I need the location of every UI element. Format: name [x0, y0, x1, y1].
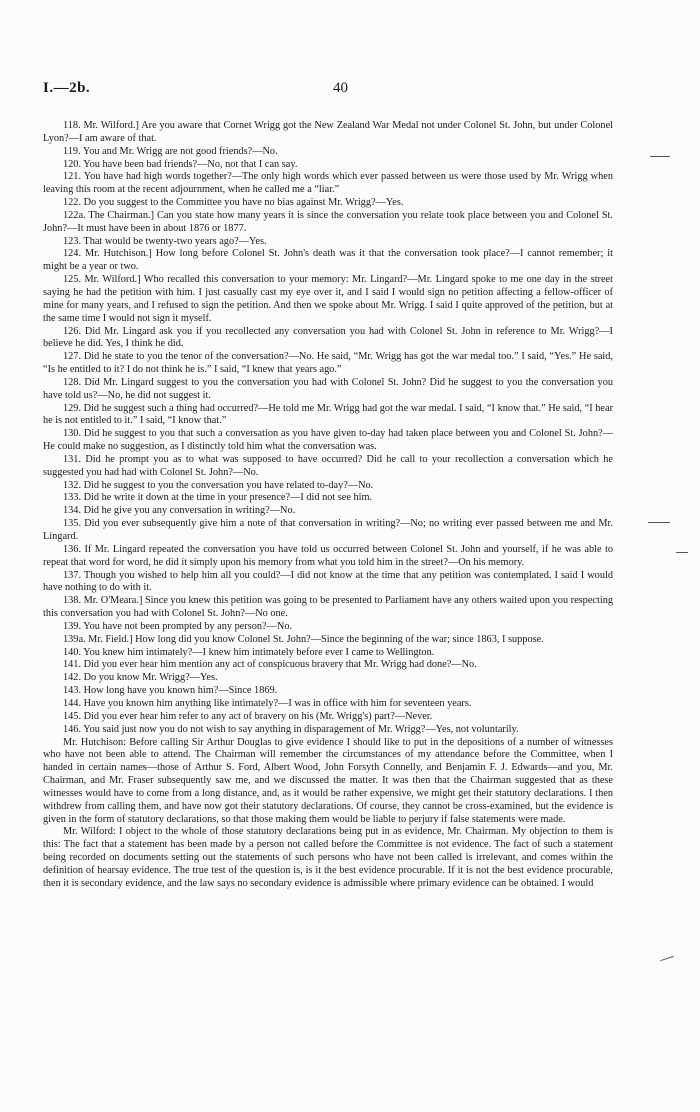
paragraph: 137. Though you wished to help him all you could?—I did not know at the time that any petition was contemplated. I said I would have nothing to do with it. [43, 569, 613, 594]
page-number: 40 [333, 80, 348, 96]
paragraph: 142. Do you know Mr. Wrigg?—Yes. [63, 672, 218, 684]
paragraph: 120. You have been bad friends?—No, not that I can say. [63, 158, 298, 170]
paragraph: 130. Did he suggest to you that such a conversation as you have given to-day had taken place between you and Colonel St. John?—He could make no suggestion, as I distinctly told him what the conversation was. [43, 428, 613, 453]
paragraph: Mr. Hutchison: Before calling Sir Arthur Douglas to give evidence I should like to put in the depositions of a number of witnesses who have not been able to attend. The Chairman will remember the circumstances of my attendance before the Committee, when I handed in certain names—those of Arthur S. Ford, Albert Wood, John Forsyth Connelly, and Benjamin F. J. Edwards—and you, Mr. Chairman, and Mr. Fraser subsequently saw me, and we discussed the matter. It was then that the Chairman suggested that as these witnesses would have to come from a long distance, and, as it would be rather expensive, we might get their statutory declarations. I then withdrew from calling them, and have now got their statutory declarations. Of course, they cannot be cross-examined, but the evidence is given in the form of statutory declarations, so that those making them would be liable to perjury if false statements were made. [43, 736, 613, 825]
paragraph: 146. You said just now you do not wish to say anything in disparagement of Mr. Wrigg?—Yes, not voluntarily. [63, 723, 519, 735]
margin-mark [650, 156, 670, 157]
paragraph: 128. Did Mr. Lingard suggest to you the conversation you had with Colonel St. John? Did he suggest to you the conversation you have told us?—No, he did not suggest it. [43, 376, 613, 401]
paragraph: 119. You and Mr. Wrigg are not good friends?—No. [63, 145, 278, 157]
paragraph: 129. Did he suggest such a thing had occurred?—He told me Mr. Wrigg had got the war medal. I said, “I know that.” He said, “I hear he is not entitled to it.” I said, “I know that.” [43, 402, 613, 427]
paragraph: 133. Did he write it down at the time in your presence?—I did not see him. [63, 492, 373, 504]
paragraph: 122a. The Chairman.] Can you state how many years it is since the conversation you relate took place between you and Colonel St. John?—It must have been in about 1876 or 1877. [43, 209, 613, 234]
paragraph: 136. If Mr. Lingard repeated the conversation you have told us occurred between Colonel St. John and yourself, if he was able to repeat that word for word, he did it simply upon his memory from what you told him in the street?—On his memory. [43, 543, 613, 568]
paragraph: 138. Mr. O'Meara.] Since you knew this petition was going to be presented to Parliament have any others waited upon you respecting this conversation you had with Colonel St. John?—No one. [43, 595, 613, 620]
paragraph: 118. Mr. Wilford.] Are you aware that Cornet Wrigg got the New Zealand War Medal not under Colonel St. John, but under Colonel Lyon?—I am aware of that. [43, 120, 613, 144]
margin-mark [676, 552, 688, 553]
paragraph: 134. Did he give you any conversation in writing?—No. [63, 505, 296, 517]
paragraph: 124. Mr. Hutchison.] How long before Colonel St. John's death was it that the conversation took place?—I cannot remember; it might be a year or two. [43, 248, 613, 273]
paragraph: 145. Did you ever hear him refer to any act of bravery on his (Mr. Wrigg's) part?—Never. [63, 710, 433, 722]
paragraph: 125. Mr. Wilford.] Who recalled this conversation to your memory: Mr. Lingard?—Mr. Lingard spoke to me one day in the street saying he had the petition with him. I just casually cast my eye over it, and I said I would sign no petition affecting a fellow-officer of mine for many years, and I refused to sign the petition. And then we spoke about Mr. Wrigg. I said I quite approved of the petition, but at the same time I would not sign it myself. [43, 274, 613, 324]
paragraph: 131. Did he prompt you as to what was supposed to have occurred? Did he call to your recollection a conversation which he suggested you had had with Colonel St. John?—No. [43, 453, 613, 478]
series-reference: I.—2b. [43, 80, 91, 96]
paragraph: 144. Have you known him anything like intimately?—I was in office with him for seventeen years. [63, 697, 472, 709]
document-body [43, 120, 613, 891]
paragraph: 126. Did Mr. Lingard ask you if you recollected any conversation you had with Colonel St. John in reference to Mr. Wrigg?—I believe he did. Yes, I think he did. [43, 325, 613, 350]
paragraph: 140. You knew him intimately?—I knew him intimately before ever I came to Wellington. [63, 646, 435, 658]
paragraph: 127. Did he state to you the tenor of the conversation?—No. He said, “Mr. Wrigg has got the war medal too.” I said, “Yes.” He said, “Is he entitled to it? I do not think he is.” I said, “I knew that years ago.” [43, 351, 613, 376]
paragraph: 141. Did you ever hear him mention any act of conspicuous bravery that Mr. Wrigg had done?—No. [63, 659, 477, 671]
paragraph: 139a. Mr. Field.] How long did you know Colonel St. John?—Since the beginning of the war; since 1863, I suppose. [63, 633, 544, 645]
page-header [43, 80, 649, 102]
paragraph: 123. That would be twenty-two years ago?—Yes. [63, 235, 267, 247]
paragraph: 135. Did you ever subsequently give him a note of that conversation in writing?—No; no writing ever passed between me and Mr. Lingard. [43, 518, 613, 542]
paragraph: Mr. Wilford: I object to the whole of those statutory declarations being put in as evidence, Mr. Chairman. My objection to them is this: The fact that a statement has been made by a person not called before the Committee is not evidence. The fact of such a statement being recorded on documents setting out the statements of such persons who have not been called is irrelevant, and comes within the definition of hearsay evidence. The true test of the question is, is it the best evidence procurable. If it is not the best evidence procurable, then it is secondary evidence, and the law says no secondary evidence is admissible where primary evidence can be obtained. I would [43, 826, 613, 889]
paragraph: 121. You have had high words together?—The only high words which ever passed between us were those used by Mr. Wrigg when leaving this room at the recent adjournment, when he called me a “liar.” [43, 171, 613, 196]
paragraph: 132. Did he suggest to you the conversation you have related to-day?—No. [63, 479, 374, 491]
paragraph: 139. You have not been prompted by any person?—No. [63, 620, 293, 632]
margin-mark [648, 522, 670, 523]
paragraph: 122. Do you suggest to the Committee you have no bias against Mr. Wrigg?—Yes. [63, 197, 404, 209]
paragraph: 143. How long have you known him?—Since 1869. [63, 685, 278, 697]
margin-mark [660, 956, 674, 961]
